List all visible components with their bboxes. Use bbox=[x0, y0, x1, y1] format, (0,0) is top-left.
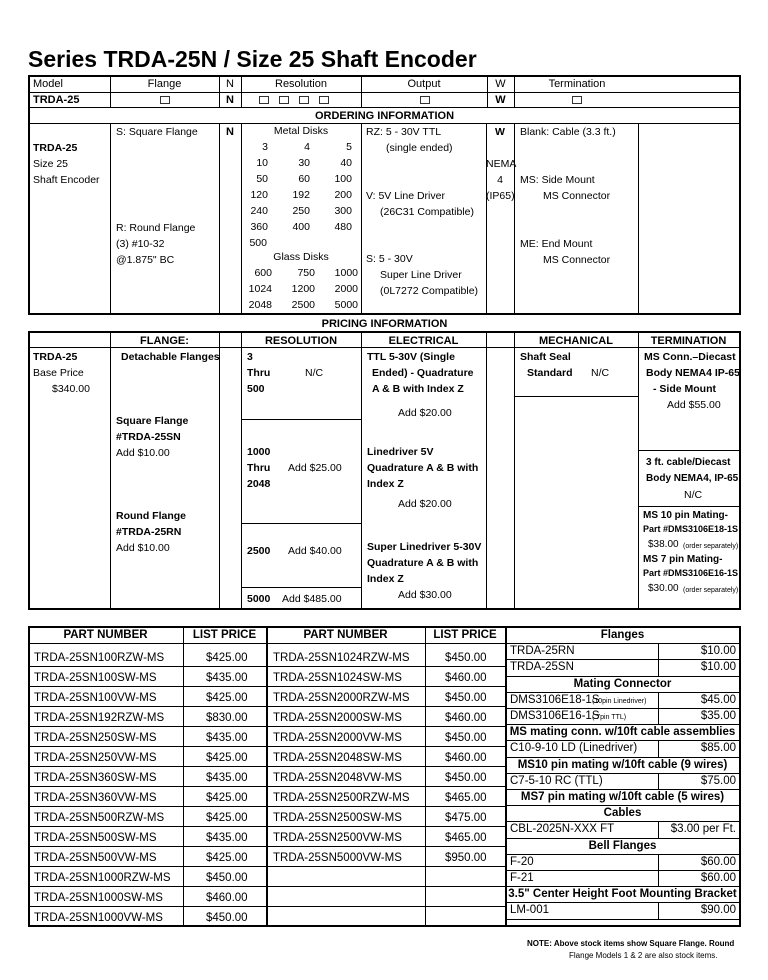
header-output: Output bbox=[407, 78, 441, 90]
accessory-section-header: MS mating conn. w/10ft cable assemblies bbox=[509, 726, 736, 739]
list-price: $425.00 bbox=[206, 652, 248, 664]
res2-from: 1000 bbox=[247, 446, 271, 458]
term2-line2: Body NEMA4, IP-65 bbox=[646, 473, 739, 484]
metal-disk-value: 10 bbox=[256, 157, 268, 169]
part-number: TRDA-25SN1000RZW-MS bbox=[34, 872, 171, 884]
accessory-price: $10.00 bbox=[700, 661, 736, 674]
ordering-w-nema: NEMA bbox=[486, 158, 517, 170]
res3-value: 2500 bbox=[247, 545, 271, 557]
list-price: $450.00 bbox=[206, 872, 248, 884]
term2-price: N/C bbox=[684, 489, 703, 501]
elec2-line1: Linedriver 5V bbox=[367, 446, 434, 458]
part-number: TRDA-25SN100VW-MS bbox=[34, 692, 157, 704]
glass-disk-value: 2048 bbox=[248, 299, 272, 311]
accessory-name: DMS3106E18-1S bbox=[510, 693, 600, 706]
list-price: $450.00 bbox=[445, 652, 487, 664]
metal-disk-value: 500 bbox=[249, 237, 267, 249]
res1-price: N/C bbox=[305, 367, 324, 379]
metal-disk-value: 192 bbox=[292, 189, 310, 201]
metal-disk-value: 360 bbox=[250, 221, 268, 233]
ordering-model-line3: Shaft Encoder bbox=[33, 174, 100, 186]
list-price: $465.00 bbox=[445, 832, 487, 844]
mech-price: N/C bbox=[591, 367, 610, 379]
list-price: $475.00 bbox=[445, 812, 487, 824]
ordering-flange-round-line2: (3) #10-32 bbox=[116, 238, 165, 250]
metal-disk-value: 5 bbox=[346, 141, 352, 153]
accessory-price: $85.00 bbox=[700, 742, 736, 755]
term-me: ME: End Mount bbox=[520, 238, 593, 250]
elec2-line2: Quadrature A & B with bbox=[367, 462, 479, 474]
res2-to: 2048 bbox=[247, 478, 271, 490]
part-number: TRDA-25SN1000VW-MS bbox=[34, 912, 163, 924]
resolution-code-box-4 bbox=[319, 96, 329, 104]
metal-disk-value: 480 bbox=[334, 221, 352, 233]
part-number: TRDA-25SN250VW-MS bbox=[34, 752, 157, 764]
resolution-code-box-3 bbox=[299, 96, 309, 104]
accessory-price: $90.00 bbox=[700, 904, 736, 917]
glass-disk-value: 2500 bbox=[291, 299, 315, 311]
list-price: $450.00 bbox=[445, 732, 487, 744]
metal-disk-value: 50 bbox=[256, 173, 268, 185]
term-blank: Blank: Cable (3.3 ft.) bbox=[520, 126, 616, 138]
accessory-price: $45.00 bbox=[700, 693, 736, 706]
part-number: TRDA-25SN2500RZW-MS bbox=[273, 792, 410, 804]
ordering-n: N bbox=[226, 126, 234, 138]
part-number: TRDA-25SN250SW-MS bbox=[34, 732, 157, 744]
list-price: $435.00 bbox=[206, 732, 248, 744]
parts-header-part1: PART NUMBER bbox=[63, 629, 148, 641]
accessory-name: C10-9-10 LD (Linedriver) bbox=[510, 742, 638, 755]
flange-round-part: #TRDA-25RN bbox=[116, 526, 182, 538]
res4-price: Add $485.00 bbox=[282, 593, 342, 605]
ordering-model-line1: TRDA-25 bbox=[33, 142, 78, 154]
list-price: $435.00 bbox=[206, 772, 248, 784]
term3-line4: Part #DMS3106E16-1S bbox=[643, 568, 739, 578]
list-price: $950.00 bbox=[445, 852, 487, 864]
term1-line2: Body NEMA4 IP-65 bbox=[646, 367, 740, 379]
parts-header-part2: PART NUMBER bbox=[303, 629, 388, 641]
part-number: TRDA-25SN2048SW-MS bbox=[273, 752, 402, 764]
accessory-note: ( 7pin TTL) bbox=[592, 714, 627, 721]
list-price: $425.00 bbox=[206, 692, 248, 704]
pricing-header-termination: TERMINATION bbox=[650, 335, 727, 347]
metal-disk-value: 240 bbox=[250, 205, 268, 217]
flange-round: Round Flange bbox=[116, 510, 186, 522]
term3-price1: $38.00 bbox=[648, 539, 679, 550]
part-number: TRDA-25SN1024SW-MS bbox=[273, 672, 402, 684]
accessory-name: F-21 bbox=[510, 872, 534, 884]
term3-note1: (order separately) bbox=[683, 543, 739, 550]
ordering-flange-square: S: Square Flange bbox=[116, 126, 198, 138]
base-price: $340.00 bbox=[52, 383, 90, 395]
metal-disk-value: 4 bbox=[304, 141, 310, 153]
glass-disks-title: Glass Disks bbox=[273, 251, 329, 263]
list-price: $460.00 bbox=[445, 712, 487, 724]
accessory-section-header: MS10 pin mating w/10ft cable (9 wires) bbox=[517, 758, 728, 771]
termination-code-box bbox=[572, 96, 582, 104]
elec1-line1: TTL 5-30V (Single bbox=[367, 351, 455, 363]
accessory-price: $35.00 bbox=[700, 710, 736, 722]
elec1-price: Add $20.00 bbox=[398, 407, 452, 419]
flange-square-part: #TRDA-25SN bbox=[116, 431, 181, 443]
elec3-line1: Super Linedriver 5-30V bbox=[367, 541, 482, 553]
ordering-model-line2: Size 25 bbox=[33, 158, 69, 170]
glass-disk-value: 600 bbox=[254, 267, 272, 279]
part-number: TRDA-25SN100RZW-MS bbox=[34, 652, 165, 664]
res4-value: 5000 bbox=[247, 593, 271, 605]
part-number: TRDA-25SN2500SW-MS bbox=[273, 812, 402, 824]
flange-square-price: Add $10.00 bbox=[116, 447, 170, 459]
part-number: TRDA-25SN360VW-MS bbox=[34, 792, 157, 804]
term3-line2: Part #DMS3106E18-1S bbox=[643, 524, 739, 534]
accessory-section-header: Bell Flanges bbox=[588, 839, 657, 852]
accessory-price: $60.00 bbox=[700, 872, 736, 884]
flange-code-box bbox=[160, 96, 170, 104]
pricing-header-resolution: RESOLUTION bbox=[264, 335, 338, 347]
pricing-title: PRICING INFORMATION bbox=[321, 318, 448, 330]
res2-thru: Thru bbox=[247, 462, 271, 474]
mech-standard: Standard bbox=[527, 367, 573, 379]
glass-disk-value: 2000 bbox=[334, 283, 358, 295]
metal-disk-value: 250 bbox=[292, 205, 310, 217]
glass-disk-value: 5000 bbox=[334, 299, 358, 311]
ordering-title: ORDERING INFORMATION bbox=[314, 110, 455, 122]
part-number: TRDA-25SN5000VW-MS bbox=[273, 852, 402, 864]
accessory-name: C7-5-10 RC (TTL) bbox=[510, 774, 603, 787]
part-number: TRDA-25SN500SW-MS bbox=[34, 832, 157, 844]
part-number: TRDA-25SN500RZW-MS bbox=[34, 812, 165, 824]
term3-line1: MS 10 pin Mating- bbox=[643, 510, 728, 521]
list-price: $435.00 bbox=[206, 832, 248, 844]
term3-price2: $30.00 bbox=[648, 583, 679, 594]
accessory-section-header: 3.5" Center Height Foot Mounting Bracket bbox=[508, 888, 737, 901]
term1-line3: - Side Mount bbox=[653, 383, 716, 395]
elec3-price: Add $30.00 bbox=[398, 589, 452, 601]
res1-thru: Thru bbox=[247, 367, 271, 379]
header-resolution: Resolution bbox=[275, 78, 327, 90]
ordering-w: W bbox=[495, 126, 505, 138]
list-price: $460.00 bbox=[445, 752, 487, 764]
list-price: $450.00 bbox=[445, 692, 487, 704]
elec3-line2: Quadrature A & B with bbox=[367, 557, 479, 569]
accessory-section-header: Flanges bbox=[600, 629, 645, 641]
metal-disks-title: Metal Disks bbox=[273, 125, 329, 137]
output-v-note: (26C31 Compatible) bbox=[380, 206, 474, 218]
metal-disk-value: 200 bbox=[334, 189, 352, 201]
accessory-name: LM-001 bbox=[510, 904, 549, 917]
term1-line1: MS Conn.–Diecast bbox=[644, 351, 736, 363]
term2-line1: 3 ft. cable/Diecast bbox=[646, 457, 731, 468]
metal-disk-value: 40 bbox=[340, 157, 352, 169]
part-number: TRDA-25SN2500VW-MS bbox=[273, 832, 402, 844]
accessory-note: (10pin Linedriver) bbox=[592, 697, 647, 705]
flange-square: Square Flange bbox=[116, 415, 189, 427]
list-price: $425.00 bbox=[206, 752, 248, 764]
code-model: TRDA-25 bbox=[33, 94, 80, 106]
output-v: V: 5V Line Driver bbox=[366, 190, 445, 202]
output-s: S: 5 - 30V bbox=[366, 253, 413, 265]
header-flange: Flange bbox=[147, 78, 182, 90]
part-number: TRDA-25SN1024RZW-MS bbox=[273, 652, 410, 664]
metal-disk-value: 400 bbox=[292, 221, 310, 233]
accessory-name: F-20 bbox=[510, 855, 534, 868]
header-model: Model bbox=[33, 78, 63, 90]
note-line1: NOTE: Above stock items show Square Flange. Round bbox=[527, 939, 735, 948]
part-number: TRDA-25SN500VW-MS bbox=[34, 852, 157, 864]
code-n: N bbox=[226, 94, 234, 106]
list-price: $460.00 bbox=[445, 672, 487, 684]
glass-disk-value: 750 bbox=[297, 267, 315, 279]
list-price: $450.00 bbox=[445, 772, 487, 784]
mech-shaft-seal: Shaft Seal bbox=[520, 351, 571, 363]
note-line2: Flange Models 1 & 2 are also stock items. bbox=[569, 951, 718, 960]
metal-disk-value: 120 bbox=[250, 189, 268, 201]
elec1-line2: Ended) - Quadrature bbox=[372, 367, 474, 379]
part-number: TRDA-25SN100SW-MS bbox=[34, 672, 157, 684]
header-n: N bbox=[226, 78, 234, 90]
flange-round-price: Add $10.00 bbox=[116, 542, 170, 554]
elec2-line3: Index Z bbox=[367, 478, 404, 490]
parts-header-price1: LIST PRICE bbox=[192, 629, 257, 641]
parts-header-price2: LIST PRICE bbox=[433, 629, 497, 641]
metal-disk-value: 60 bbox=[298, 173, 310, 185]
resolution-code-box-1 bbox=[259, 96, 269, 104]
accessory-section-header: MS7 pin mating w/10ft cable (5 wires) bbox=[520, 791, 725, 803]
term1-price: Add $55.00 bbox=[667, 399, 721, 411]
ordering-w-ip65: (IP65) bbox=[486, 190, 515, 202]
part-number: TRDA-25SN2000VW-MS bbox=[273, 732, 402, 744]
accessory-name: TRDA-25RN bbox=[510, 645, 575, 658]
term-ms-line2: MS Connector bbox=[543, 190, 611, 202]
metal-disk-value: 3 bbox=[262, 141, 268, 153]
metal-disk-value: 300 bbox=[334, 205, 352, 217]
term3-note2: (order separately) bbox=[683, 587, 739, 594]
output-s-line3: (0L7272 Compatible) bbox=[380, 285, 479, 297]
accessory-price: $3.00 per Ft. bbox=[670, 823, 736, 836]
flange-detachable: Detachable Flanges bbox=[121, 351, 220, 363]
list-price: $435.00 bbox=[206, 672, 248, 684]
elec3-line3: Index Z bbox=[367, 573, 404, 585]
pricing-header-mechanical: MECHANICAL bbox=[539, 335, 613, 347]
accessory-section-header: Mating Connector bbox=[573, 677, 672, 690]
resolution-code-box-2 bbox=[279, 96, 289, 104]
list-price: $460.00 bbox=[206, 892, 248, 904]
output-rz-note: (single ended) bbox=[386, 142, 453, 154]
accessory-section-header: Cables bbox=[603, 807, 642, 820]
res1-from: 3 bbox=[247, 351, 253, 363]
page-title: Series TRDA-25N / Size 25 Shaft Encoder bbox=[28, 46, 477, 72]
list-price: $425.00 bbox=[206, 812, 248, 824]
ordering-flange-round-line3: @1.875" BC bbox=[116, 254, 175, 266]
part-number: TRDA-25SN192RZW-MS bbox=[34, 712, 165, 724]
base-model: TRDA-25 bbox=[33, 351, 78, 363]
metal-disk-value: 30 bbox=[298, 157, 310, 169]
res3-price: Add $40.00 bbox=[288, 545, 342, 557]
part-number: TRDA-25SN360SW-MS bbox=[34, 772, 157, 784]
glass-disk-value: 1000 bbox=[334, 267, 358, 279]
header-w: W bbox=[495, 78, 506, 90]
part-number: TRDA-25SN2000RZW-MS bbox=[273, 692, 410, 704]
pricing-header-electrical: ELECTRICAL bbox=[388, 335, 459, 347]
list-price: $450.00 bbox=[206, 912, 248, 924]
output-rz: RZ: 5 - 30V TTL bbox=[366, 126, 442, 138]
list-price: $830.00 bbox=[206, 712, 248, 724]
accessory-price: $10.00 bbox=[700, 645, 736, 658]
header-termination: Termination bbox=[548, 78, 606, 90]
output-s-line2: Super Line Driver bbox=[380, 269, 462, 281]
res1-to: 500 bbox=[247, 383, 265, 395]
elec1-line3: A & B with Index Z bbox=[372, 383, 464, 395]
list-price: $425.00 bbox=[206, 852, 248, 864]
ordering-w-4: 4 bbox=[497, 174, 503, 186]
term3-line3: MS 7 pin Mating- bbox=[643, 554, 723, 565]
elec2-price: Add $20.00 bbox=[398, 498, 452, 510]
accessory-price: $60.00 bbox=[700, 855, 736, 868]
part-number: TRDA-25SN1000SW-MS bbox=[34, 892, 163, 904]
term-me-line2: MS Connector bbox=[543, 254, 611, 266]
ordering-flange-round: R: Round Flange bbox=[116, 222, 196, 234]
accessory-name: CBL-2025N-XXX FT bbox=[510, 823, 615, 836]
list-price: $465.00 bbox=[445, 792, 487, 804]
accessory-name: DMS3106E16-1S bbox=[510, 710, 600, 722]
metal-disk-value: 100 bbox=[334, 173, 352, 185]
code-w: W bbox=[495, 94, 506, 106]
glass-disk-value: 1200 bbox=[291, 283, 315, 295]
accessory-price: $75.00 bbox=[700, 774, 736, 787]
term-ms: MS: Side Mount bbox=[520, 174, 595, 186]
base-label: Base Price bbox=[33, 367, 84, 379]
accessory-name: TRDA-25SN bbox=[510, 661, 574, 674]
part-number: TRDA-25SN2048VW-MS bbox=[273, 772, 402, 784]
res2-price: Add $25.00 bbox=[288, 462, 342, 474]
list-price: $425.00 bbox=[206, 792, 248, 804]
output-code-box bbox=[420, 96, 430, 104]
glass-disk-value: 1024 bbox=[248, 283, 272, 295]
pricing-header-flange: FLANGE: bbox=[140, 335, 189, 347]
part-number: TRDA-25SN2000SW-MS bbox=[273, 712, 402, 724]
